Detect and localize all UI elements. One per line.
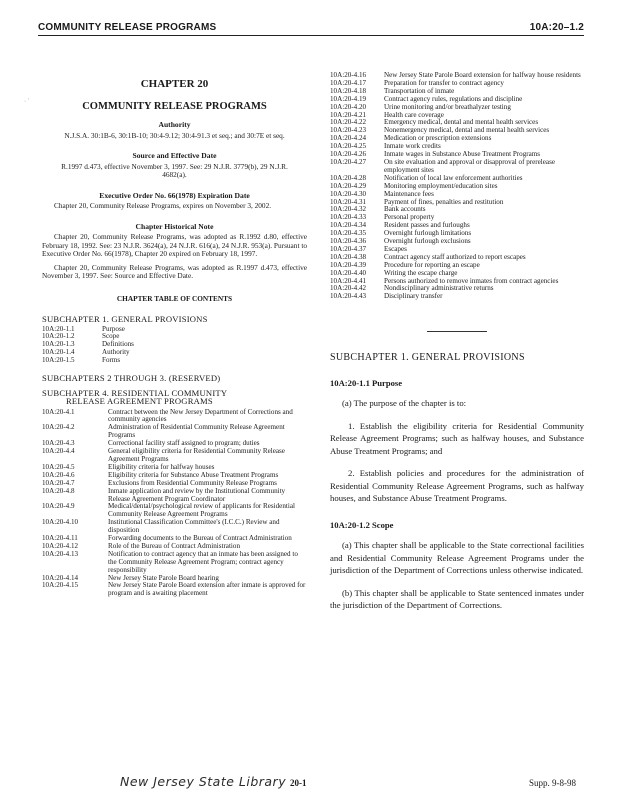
- toc-entry-title: Medication or prescription extensions: [384, 134, 492, 143]
- toc-entry-number: 10A:20-1.4: [42, 348, 75, 357]
- toc-entry-number: 10A:20-4.43: [330, 292, 367, 301]
- toc-entry: [42, 341, 307, 349]
- toc-entry-number: 10A:20-4.40: [330, 268, 367, 277]
- toc-entry-number: 10A:20-4.21: [330, 110, 367, 119]
- toc-entry-title: Contract agency rules, regulations and discipline: [384, 94, 523, 103]
- toc-entry: [330, 199, 584, 207]
- source-text: R.1997 d.473, effective November 3, 1997. See: 29 N.J.R. 3779(b), 29 N.J.R. 4682(a).: [61, 161, 288, 179]
- toc-entry-number: 10A:20-4.7: [42, 478, 75, 487]
- toc-entry-title: Resident passes and furloughs: [384, 221, 470, 230]
- toc-entry-title: Persons authorized to remove inmates from contract agencies: [384, 276, 559, 285]
- authority-heading: Authority: [158, 120, 191, 129]
- toc-entry-number: 10A:20-4.27: [330, 157, 367, 166]
- historical-note-heading: Chapter Historical Note: [135, 221, 214, 231]
- toc-entry-title: Inmate application and review by the Institutional Community Release Agreement Program Coordinator: [108, 486, 286, 503]
- authority-text: N.J.S.A. 30:1B-6, 30:1B-10; 30:4-9.12; 30:4-91.3 et seq.; and 30:7E et seq.: [64, 130, 285, 140]
- library-stamp: New Jersey State Library: [120, 774, 287, 789]
- toc-entry-title: Nondisciplinary administrative returns: [384, 284, 494, 293]
- toc-entry: [330, 80, 584, 88]
- toc-entry-number: 10A:20-4.28: [330, 173, 367, 182]
- toc-entry-number: 10A:20-4.4: [42, 447, 75, 456]
- toc-entry-number: 10A:20-4.31: [330, 197, 367, 206]
- toc-entry-number: 10A:20-4.18: [330, 86, 367, 95]
- running-header: [38, 22, 584, 36]
- exec-order-text: Chapter 20, Community Release Programs, expires on November 3, 2002.: [54, 201, 272, 210]
- toc-entry-title: Transportation of inmate: [384, 86, 455, 95]
- chapter-title: COMMUNITY RELEASE PROGRAMS: [82, 100, 267, 112]
- toc-entry-number: 10A:20-4.42: [330, 284, 367, 293]
- toc-entry-number: 10A:20-4.1: [42, 407, 75, 416]
- toc-entry-title: Payment of fines, penalties and restitution: [384, 197, 504, 206]
- toc-entry-number: 10A:20-4.29: [330, 181, 367, 190]
- toc-entry-number: 10A:20-4.5: [42, 462, 75, 471]
- toc-entry: [330, 238, 584, 246]
- toc-entry-number: 10A:20-4.24: [330, 134, 367, 143]
- toc-entry-title: Contract agency staff authorized to report escapes: [384, 252, 526, 261]
- toc-entry: [330, 183, 584, 191]
- toc-entry-number: 10A:20-4.32: [330, 205, 367, 214]
- toc-entry-title: Purpose: [102, 324, 125, 333]
- toc-entry: [330, 262, 584, 270]
- toc-entry-number: 10A:20-4.16: [330, 71, 367, 79]
- toc-entry: [42, 551, 307, 575]
- toc-entry-title: Nonemergency medical, dental and mental health services: [384, 126, 550, 135]
- toc-entry: [330, 104, 584, 112]
- toc-entry-title: Monitoring employment/education sites: [384, 181, 498, 190]
- toc-entry-number: 10A:20-4.41: [330, 276, 367, 285]
- toc-entry-title: Eligibility criteria for Substance Abuse Treatment Programs: [108, 470, 279, 479]
- toc-entry: [42, 424, 307, 440]
- toc-entry-title: Bank accounts: [384, 205, 426, 214]
- toc-entry-number: 10A:20-1.3: [42, 340, 75, 349]
- toc-entry: [42, 503, 307, 519]
- toc-entry-number: 10A:20-4.3: [42, 439, 75, 448]
- toc-entry-title: Escapes: [384, 244, 407, 253]
- header-section-number: 10A:20–1.2: [529, 22, 584, 33]
- toc-entry-title: Urine monitoring and/or breathalyzer testing: [384, 102, 511, 111]
- subchapter-1-heading: SUBCHAPTER 1. GENERAL PROVISIONS: [42, 314, 208, 324]
- left-column: [42, 72, 307, 598]
- toc-entry: [330, 135, 584, 143]
- header-title: COMMUNITY RELEASE PROGRAMS: [38, 22, 217, 33]
- toc-entry-title: Overnight furlough exclusions: [384, 237, 471, 246]
- toc-entry-number: 10A:20-4.33: [330, 213, 367, 222]
- toc-entry-title: Notification to contract agency that an inmate has been assigned to the Community Release Agreement Program; contract agency responsibility: [108, 549, 298, 574]
- section-1-2-heading: 10A:20-1.2 Scope: [330, 519, 394, 530]
- toc-entry-number: 10A:20-4.25: [330, 142, 367, 151]
- toc-entry-number: 10A:20-4.2: [42, 423, 75, 432]
- toc-entry-number: 10A:20-4.10: [42, 518, 79, 527]
- toc-entry-number: 10A:20-4.8: [42, 486, 75, 495]
- toc-entry-title: Forwarding documents to the Bureau of Contract Administration: [108, 534, 292, 543]
- toc-entry-number: 10A:20-4.37: [330, 244, 367, 253]
- toc-entry: [330, 285, 584, 293]
- toc-entry-title: General eligibility criteria for Residential Community Release Agreement Programs: [108, 447, 285, 463]
- toc-entry: [330, 159, 584, 175]
- toc-entry: [42, 326, 307, 334]
- toc-entry-title: Medical/dental/psychological review of applicants for Residential Community Release Agreement Programs: [108, 502, 295, 519]
- toc-entry: [330, 206, 584, 214]
- toc-entry-number: 10A:20-4.36: [330, 237, 367, 246]
- toc-entry-title: Forms: [102, 356, 121, 365]
- toc-entry: [42, 333, 307, 341]
- toc-heading: CHAPTER TABLE OF CONTENTS: [116, 293, 233, 303]
- toc-entry-title: Institutional Classification Committee's (I.C.C.) Review and disposition: [108, 518, 280, 535]
- toc-entry-number: 10A:20-4.12: [42, 541, 79, 550]
- section-1-2-a: (a) This chapter shall be applicable to the State correctional facilities and Residential Community Release Agreement Programs under the jurisdiction of the Department of Corrections unless otherwise indicated.: [330, 540, 584, 576]
- section-1-1-heading: 10A:20-1.1 Purpose: [330, 377, 403, 388]
- toc-entry: [42, 519, 307, 535]
- toc-entry-number: 10A:20-4.11: [42, 534, 78, 543]
- subchapters-2-3-heading: SUBCHAPTERS 2 THROUGH 3. (RESERVED): [42, 373, 221, 384]
- toc-entry-title: Inmate work credits: [384, 142, 441, 151]
- toc-entry: [42, 357, 307, 365]
- toc-entry-number: 10A:20-1.5: [42, 356, 75, 365]
- toc-entry-title: Emergency medical, dental and mental health services: [384, 118, 539, 127]
- section-1-1-a: (a) The purpose of the chapter is to:: [342, 398, 467, 409]
- section-1-1-item-2: 2. Establish policies and procedures for the administration of Residential Community Release Agreement Programs, such as halfway houses, and Substance Abuse Treatment Programs.: [330, 468, 584, 504]
- toc-entry: [42, 582, 307, 598]
- toc-entry: [42, 409, 307, 425]
- toc-entry-title: New Jersey State Parole Board extension for halfway house residents: [384, 71, 581, 79]
- toc-entry-number: 10A:20-4.13: [42, 549, 79, 558]
- toc-entry-number: 10A:20-1.1: [42, 324, 75, 333]
- toc-entry-title: Preparation for transfer to contract agency: [384, 78, 504, 87]
- toc-entry-title: Role of the Bureau of Contract Administration: [108, 541, 240, 550]
- toc-entry-number: 10A:20-4.26: [330, 150, 367, 159]
- toc-entry: [42, 488, 307, 504]
- chapter-number: CHAPTER 20: [140, 78, 209, 90]
- divider-rule: [427, 331, 487, 332]
- toc-entry: [42, 349, 307, 357]
- toc-entry-title: Scope: [102, 332, 120, 341]
- subchapter-4-toc: [42, 409, 307, 599]
- toc-entry-number: 10A:20-4.38: [330, 252, 367, 261]
- supplement-date: Supp. 9-8-98: [529, 778, 576, 788]
- toc-entry-title: Disciplinary transfer: [384, 292, 443, 301]
- section-1-2-b: (b) This chapter shall be applicable to State sentenced inmates under the jurisdiction of the Department of Corrections.: [330, 587, 584, 611]
- subchapter-4-heading: SUBCHAPTER 4. RESIDENTIAL COMMUNITY: [42, 387, 228, 398]
- subchapter-4-heading-line2: RELEASE AGREEMENT PROGRAMS: [66, 396, 213, 407]
- toc-entry-title: Contract between the New Jersey Department of Corrections and community agencies: [108, 407, 293, 424]
- subchapter-4-toc-continued: [330, 72, 584, 301]
- toc-entry-number: 10A:20-1.2: [42, 332, 75, 341]
- toc-entry-number: 10A:20-4.30: [330, 189, 367, 198]
- toc-entry-title: On site evaluation and approval or disapproval of prerelease employment sites: [384, 157, 555, 174]
- toc-entry-title: Writing the escape charge: [384, 268, 458, 277]
- subchapter-1-section-heading: SUBCHAPTER 1. GENERAL PROVISIONS: [330, 352, 525, 364]
- toc-entry-number: 10A:20-4.35: [330, 229, 367, 238]
- toc-entry-title: Exclusions from Residential Community Release Programs: [108, 478, 277, 487]
- source-heading: Source and Effective Date: [132, 151, 217, 160]
- toc-entry-title: Authority: [102, 348, 130, 357]
- toc-entry: [330, 293, 584, 301]
- toc-entry-number: 10A:20-4.23: [330, 126, 367, 135]
- toc-entry-number: 10A:20-4.15: [42, 581, 79, 590]
- subchapter-1-toc: [42, 326, 307, 366]
- historical-note-p2: Chapter 20, Community Release Programs, was adopted as R.1997 d.473, effective November 3, 1997. See: Source and Effective Date.: [42, 262, 307, 280]
- toc-entry-title: Administration of Residential Community Release Agreement Programs: [108, 423, 285, 440]
- page-number: 20-1: [290, 778, 307, 788]
- toc-entry-title: Overnight furlough limitations: [384, 229, 472, 238]
- toc-entry-title: Definitions: [102, 340, 134, 349]
- toc-entry-number: 10A:20-4.9: [42, 502, 75, 511]
- toc-entry-number: 10A:20-4.17: [330, 78, 367, 87]
- toc-entry-title: Eligibility criteria for halfway houses: [108, 462, 215, 471]
- toc-entry-title: Procedure for reporting an escape: [384, 260, 480, 269]
- toc-entry-title: Notification of local law enforcement authorities: [384, 173, 523, 182]
- toc-entry-number: 10A:20-4.6: [42, 470, 75, 479]
- toc-entry: [42, 448, 307, 464]
- scan-speck: · ´: [24, 99, 30, 105]
- right-column: [330, 72, 584, 612]
- toc-entry-number: 10A:20-4.14: [42, 573, 79, 582]
- toc-entry-number: 10A:20-4.22: [330, 118, 367, 127]
- section-1-1-item-1: 1. Establish the eligibility criteria for Residential Community Release Agreement Programs; such as halfway houses, and Substance Abuse Treatment Programs; and: [330, 420, 584, 456]
- toc-entry-number: 10A:20-4.20: [330, 102, 367, 111]
- toc-entry-number: 10A:20-4.19: [330, 94, 367, 103]
- toc-entry-title: Health care coverage: [384, 110, 444, 119]
- toc-entry-title: Correctional facility staff assigned to program; duties: [108, 439, 260, 448]
- toc-entry-number: 10A:20-4.39: [330, 260, 367, 269]
- toc-entry-title: New Jersey State Parole Board extension after inmate is approved for program and is awaiting placement: [108, 581, 306, 598]
- toc-entry-title: New Jersey State Parole Board hearing: [108, 573, 219, 582]
- toc-entry-title: Personal property: [384, 213, 435, 222]
- toc-entry-number: 10A:20-4.34: [330, 221, 367, 230]
- toc-entry-title: Maintenance fees: [384, 189, 434, 198]
- toc-entry-title: Inmate wages in Substance Abuse Treatment Programs: [384, 150, 541, 159]
- exec-order-heading: Executive Order No. 66(1978) Expiration Date: [99, 190, 250, 200]
- historical-note-p1: Chapter 20, Community Release Programs, was adopted as R.1992 d.80, effective February 18, 1992. See: 23 N.J.R. 3624(a), 24 N.J.R. 616(a), 24 N.J.R. 953(a). Pursuant to Executive Order No. 66(1978), Chapter 20 expired on February 18, 1997.: [42, 232, 307, 258]
